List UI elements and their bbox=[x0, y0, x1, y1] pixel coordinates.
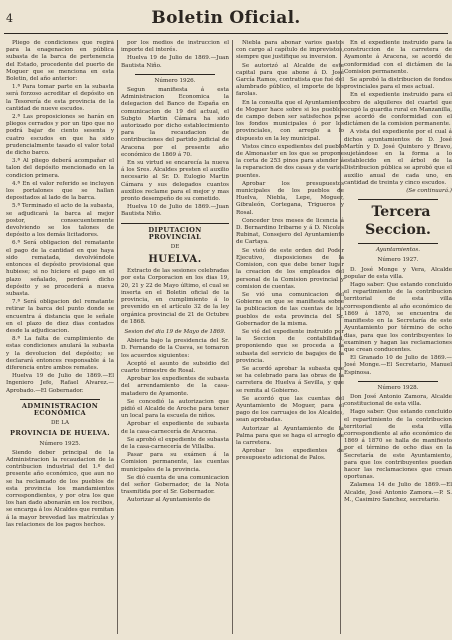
section-heading: ADMINISTRACION ECONÓMICA bbox=[21, 401, 99, 417]
paragraph: A vista del expediente por el cual á dichos ayuntamientos de D. José Martín y D. José Quintero y Bravo, sujetándose en la forma a lo establecido en el árbol de la Distribucion pública se aprobó que el auxilio anual de cada uno, en cantidad de treinta y cinco escudos. bbox=[344, 129, 452, 186]
divider bbox=[358, 381, 438, 382]
paragraph: Aprobar el expediente de subasta de la casa-carnecería de Aracena. bbox=[121, 421, 229, 435]
column-1 bbox=[6, 40, 114, 636]
paragraph: 1.ª Para tomar parte en la subasta será forzoso acreditar el depósito en la Tesorería de esta provincia de la cantidad de nueve escudos. bbox=[6, 84, 114, 112]
paragraph: Zalamea 14 de Julio de 1869.—El Alcalde, José Antonio Zamora.—P. S. M., Casimiro Sanchez, secretario. bbox=[344, 482, 452, 503]
paragraph: En el expediente instruido para la construccion de la carretera de Ayamonte á Aracena, se acordó de conformidad con el dictámen de la Comision permanente. bbox=[344, 40, 452, 75]
subsection-heading: Ayuntamientos. bbox=[375, 247, 421, 254]
paragraph: Se vió del expediente instruido por la Seccion de contabilidad, proponiendo que se proceda a la subasta del servicio de bagajes de la provincia. bbox=[236, 328, 344, 364]
divider bbox=[20, 399, 100, 400]
paragraph: Segun manifiesta á esta Administracion Economica la delegacion del Banco de España en comunicacion de 19 del actual, el Subgto Martin Cámara ha sido autorizado por dicho establecimiento para la recaudacion de contribuciones del partido judicial de Aracena por el presente año económico de 1869 á 70. bbox=[121, 87, 229, 158]
column-rule bbox=[232, 40, 233, 634]
section-heading-sub: PROVINCIA DE HUELVA. bbox=[10, 429, 110, 438]
section-heading-big: HUELVA. bbox=[148, 254, 202, 266]
paragraph: Hago saber: Que estando concluido el repartimiento de la contribucion territorial de esta villa correspondiente al año económico de 1869 á 1870 se halla de manifiesto por el término de ocho dias en la Secretaría de este Ayuntamiento, para que los contribuyentes puedan hacer las reclamaciones que crean oportunas. bbox=[344, 409, 452, 481]
paragraph: Huelva 19 de Julio de 1869.—Juan Bautista Niño. bbox=[121, 55, 229, 69]
paragraph: Autorizar al Ayuntamiento de bbox=[127, 497, 211, 504]
notice-number: Número 1925. bbox=[39, 440, 81, 447]
paragraph: Se vió una comunicacion del Gobierno en que se manifiesta sobre la publicacion de las cuentas de los pueblos de esta provincia del Sr. Gobernador de la misma. bbox=[236, 291, 344, 327]
paragraph: 4.ª En el valor referido se incluyen los portalones que se hallan depositados al lado de la barca. bbox=[6, 180, 114, 202]
page-title: Boletin Oficial. bbox=[151, 8, 301, 28]
paragraph: Huelva 19 de Julio de 1869.—El Ingeniero Jefe, Rafael Alvarez.—Aprobado.—El Gobernador. bbox=[6, 373, 114, 394]
paragraph: En el expediente instruido para el cobro de alquileres del cuartel que ocupó la guardia rural en Manzanilla, se acordó de conformidad con el dictámen de la comision permanente. bbox=[344, 92, 452, 128]
paragraph: Don José Antonio Zamora, Alcalde constitucional de esta villa. bbox=[344, 393, 452, 408]
paragraph: Niebla para abonar varios gastos con cargo al capítulo de imprevistos, siempre que justifique su inversion. bbox=[236, 40, 344, 61]
paragraph: Huelva 10 de Julio de 1869.—Juan Bautista Niño. bbox=[121, 204, 229, 218]
paragraph: 2.ª Las proposiciones se harán en pliegos cerrados y por un tipo que no podrá bajar de ciento sesenta y cuatro escudos en que ha sido prudencialmente tasado el valor total de dicho barco. bbox=[6, 114, 114, 157]
paragraph: Se acordó aprobar la subasta que se ha celebrado para las obras de la carretera de Huelva á Sevilla, y que se remita al Gobierno. bbox=[236, 365, 344, 394]
column-2 bbox=[121, 40, 229, 636]
session-title: Sesion del dia 19 de Mayo de 1869. bbox=[124, 328, 226, 335]
divider bbox=[121, 223, 229, 224]
section-heading: DIPUTACION PROVINCIAL bbox=[148, 225, 202, 241]
paragraph: Vistos cinco expedientes del pueblo de Almonaster en los que se propone la corta de 253 pinos para atender á la reparacion de dos casas y de varios puentes. bbox=[236, 143, 344, 179]
paragraph: Siendo deber principal de la Administracion la recaudacion de la contribucion industrial del 1.º del presente año económico, que aun no se ha reclamado de los pueblos de esta provincia los mandamientos correspondientes, y por otra los que los han dado abonarán en los recibos, se encarga á los Alcaldes que remitan á la mayor brevedad las matrículas y las relaciones de los pagos hechos. bbox=[6, 449, 114, 528]
paragraph: Hago saber: Que estando concluido el repartimiento de la contribucion territorial de esta villa correspondiente al año económico de 1869 á 1870, se encuentra de manifiesto en la Secretaría de este Ayuntamiento por término de ocho dias, para que los contribuyentes lo examinen y hagan las reclamaciones que crean conducentes. bbox=[344, 282, 452, 353]
section-heading-sub: DE bbox=[170, 244, 180, 251]
paragraph: Aprobar los presupuestos municipales de los pueblos de Huelva, Niebla, Lepe, Moguer, Gibraleón, Cortegana, Trigueros y Rosal. bbox=[236, 180, 344, 216]
notice-number: Número 1927. bbox=[377, 257, 419, 264]
paragraph: Aceptó el asunto de subsidio del cuarto trimestre de Rosal. bbox=[121, 360, 229, 374]
masthead bbox=[0, 0, 452, 36]
paragraph: 8.ª La falta de cumplimiento de estas condiciones anulará la subasta y la devolucion del depósito; se declarará entonces responsable á la diferencia entre ambos remates. bbox=[6, 336, 114, 371]
paragraph: Se autorizó al Alcalde de este capital para que abone á D. José García Ramos, contratista que fué del alumbrado público, el importe de los farolas. bbox=[236, 62, 344, 98]
paragraph: Pasar para su exámen á la Comision permanente, las cuentas municipales de la provincia. bbox=[121, 452, 229, 473]
paragraph: por los medios de instruccion el importe del interés. bbox=[121, 40, 229, 54]
paragraph: El Granado 10 de Julio de 1869.—José Monge.—El Secretario, Manuel Espinosa. bbox=[344, 355, 452, 376]
paragraph: Se acordó que las cuentas del Ayuntamiento de Moguer, para el pago de los carruajes de los Alcaldes, sean aprobadas. bbox=[236, 395, 344, 424]
header-rule bbox=[4, 33, 448, 34]
divider bbox=[135, 74, 215, 75]
paragraph: Aprobar los expedientes de subasta del arrendamiento de la casa-matadero de Ayamonte. bbox=[121, 376, 229, 397]
column-3 bbox=[236, 40, 344, 636]
column-rule bbox=[340, 40, 341, 634]
paragraph: Aprobar los expedientes de presupuesto adicional de Palos. bbox=[236, 448, 344, 462]
paragraph: Se concedió la autorizacion que pidió el Alcalde de Aroche para tener un local para la escuela de niños. bbox=[121, 398, 229, 420]
paragraph: Se aprobó el expediente de subasta de la casa-carnecería de Villalba. bbox=[121, 436, 229, 450]
paragraph: Se aprobó la distribucion de fondos provinciales para el mes actual. bbox=[344, 77, 452, 91]
page-number: 4 bbox=[6, 12, 13, 25]
paragraph: Se dió cuenta de una comunicacion del señor Gobernador, de la Nota trasmitida por el Sr. Gobernador. bbox=[121, 474, 229, 496]
paragraph: 5.ª Terminado el acto de la subasta, se adjudicará la barca al mejor postor, consecuentemente devolviendo se los talones de depósito a los demás licitadores. bbox=[6, 203, 114, 239]
divider bbox=[358, 199, 438, 200]
column-rule bbox=[117, 40, 118, 634]
paragraph: Se vistó de este orden del Poder Ejecutivo, disposiciones de la Comision, con que debe tener lugar la creacion de los empleados del personal de la Comision provincial y comision de cuentas. bbox=[236, 247, 344, 290]
paragraph: En su virtud se encarecía la nueva á los Sres. Alcaldes presten el auxilio necesario al Sr. D. Eulogio Martin Cámara y sus delegados cuantos auxilios reclame para el mejor y mas pronto desempeño de su cometido. bbox=[121, 160, 229, 203]
paragraph: Pliego de condiciones que regirá para la enagenacion en pública subasta de la barca de pertenencia del Estado, procedente del puerto de Moguer que se menciona en esta Boletin, del año anterior: bbox=[6, 40, 114, 83]
notice-number: Número 1926. bbox=[154, 77, 196, 84]
section-heading-sub: DE LA bbox=[50, 420, 70, 427]
notice-number: Número 1928. bbox=[377, 384, 419, 391]
paragraph: D. José Monge y Vera, Alcalde popular de esta villa. bbox=[344, 266, 452, 280]
divider bbox=[358, 243, 438, 244]
section-title: Tercera Seccion. bbox=[365, 204, 431, 239]
paragraph: En la consulta que el Ayuntamiento de Moguer hace sobre si los pueblos de campo deben ser satisfechos por los fondos municipales ó por los provinciales, con arreglo a lo dispuesto en la ley municipal. bbox=[236, 99, 344, 142]
paragraph: Conceder tres meses de licencia á D. Bernardino Iribarne y á D. Nicolas Rubinat, Consejero del Ayuntamiento de Cartaya. bbox=[236, 217, 344, 246]
continuation-note: (Se continuará.) bbox=[406, 188, 452, 195]
paragraph: Extracto de las sesiones celebradas por esta Corporacion en los dias 19, 20, 21 y 22 de Mayo último, el cual se inserta en el Boletin oficial de la provincia, en cumplimiento á lo prevenido en el artículo 32 de la ley orgánica provincial de 21 de Octubre de 1868. bbox=[121, 268, 229, 325]
paragraph: 6.ª Será obligacion del rematante el pago de la cantidad en que haya sido rematada, devolviéndole entonces el depósito provisional que hubiese; si no hiciere el pago en el plazo señalado, perderá dicho depósito y se procederá a nueva subasta. bbox=[6, 240, 114, 297]
paragraph: Autorizar al Ayuntamiento de la Palma para que se haga el arreglo de la carretera. bbox=[236, 425, 344, 446]
paragraph: 7.ª Será obligacion del rematante retirar la barca del punto donde se encuentra á distancia que le señale en el plazo de diez dias contados desde la adjudicacion. bbox=[6, 299, 114, 334]
column-4 bbox=[344, 40, 452, 636]
paragraph: Abierta bajo la presidencia del Sr. D. Fernando de la Cueva, se tomaron los acuerdos siguientes: bbox=[121, 338, 229, 359]
paragraph: 3.ª Al pliego deberá acompañar el talon del depósito mencionado en la condicion primera. bbox=[6, 158, 114, 179]
